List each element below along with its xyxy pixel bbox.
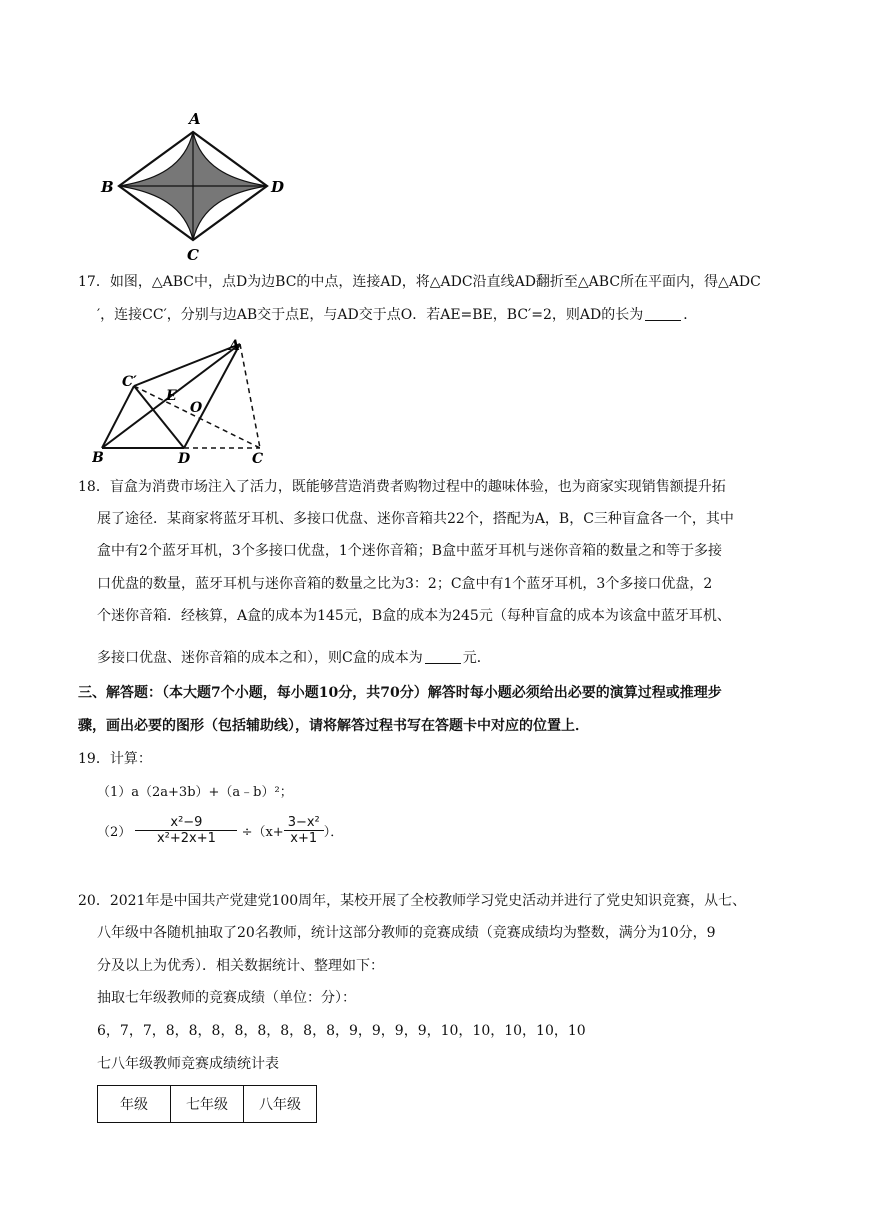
answer-blank-18 (425, 649, 461, 664)
q17-line2: ′，连接CC′，分别与边AB交于点E，与AD交于点O．若AE=BE，BC′=2，则AD的长为 ． (97, 307, 698, 323)
segment-ad (184, 344, 240, 448)
table-header-cell: 年级 (98, 1086, 171, 1123)
fraction-2: $\frac{\text{3−x²}}{x+1}$ (284, 815, 324, 846)
answer-blank-17 (645, 306, 681, 321)
q20-scores: 6，7，7，8，8，8，8，8，8，8，8，9，9，9，9，10，10，10，10，10 (97, 1023, 586, 1039)
label-a: A (229, 338, 240, 354)
label-c: C (187, 246, 199, 264)
label-b: B (101, 178, 114, 196)
q20-line2: 八年级中各随机抽取了20名教师，统计这部分教师的竞赛成绩（竞赛成绩均为整数，满分为10分，9 (97, 925, 716, 941)
segment-ac-prime (134, 344, 240, 386)
section3-heading-line2: 骤，画出必要的图形（包括辅助线），请将解答过程书写在答题卡中对应的位置上． (78, 718, 589, 734)
q18-line2: 展了途径．某商家将蓝牙耳机、多接口优盘、迷你音箱共22个，搭配为A，B，C三种盲盒各一个，其中 (97, 511, 734, 527)
q20-table-caption: 七八年级教师竞赛成绩统计表 (97, 1056, 279, 1072)
q19-title: 19．计算： (78, 751, 152, 767)
q20-line4: 抽取七年级教师的竞赛成绩（单位：分）： (97, 990, 356, 1006)
stats-table (97, 1085, 317, 1123)
table-header-cell: 八年级 (244, 1086, 317, 1123)
label-o: O (190, 400, 203, 416)
label-d: D (178, 451, 191, 466)
q18-line3: 盒中有2个蓝牙耳机，3个多接口优盘，1个迷你音箱；B盒中蓝牙耳机与迷你音箱的数量之和等于多接 (97, 543, 723, 559)
q20-line3: 分及以上为优秀）．相关数据统计、整理如下： (97, 958, 384, 974)
q18-line1: 18．盲盒为消费市场注入了活力，既能够营造消费者购物过程中的趣味体验，也为商家实现销售额提升拓 (78, 479, 726, 495)
label-a: A (189, 110, 201, 128)
rhombus-figure (95, 108, 295, 268)
table-header-cell: 七年级 (171, 1086, 244, 1123)
label-c: C (252, 451, 264, 466)
segment-ac (240, 344, 260, 448)
triangle-fold-figure (92, 336, 282, 466)
q18-line5: 个迷你音箱．经核算，A盒的成本为145元，B盒的成本为245元（每种盲盒的成本为该盒中蓝牙耳机、 (97, 608, 731, 624)
label-d: D (271, 178, 285, 196)
q19-part2: （2） $\frac{\text{x²−9}}{\text{x²+2x+1}}$ ÷（x+ $\frac{\text{3−x²}}{x+1}$ ）． (97, 815, 344, 846)
table-row (98, 1086, 317, 1123)
q18-line4: 口优盘的数量，蓝牙耳机与迷你音箱的数量之比为3：2；C盒中有1个蓝牙耳机，3个多接口优盘，2 (97, 576, 713, 592)
q17-line1: 17．如图，△ABC中，点D为边BC的中点，连接AD，将△ADC沿直线AD翻折至△ABC所在平面内，得△ADC (78, 274, 761, 290)
label-b: B (92, 450, 104, 466)
q19-part1: （1）a（2a+3b）+（a﹣b）²； (97, 785, 293, 800)
section3-heading-line1: 三、解答题：（本大题7个小题，每小题10分，共70分）解答时每小题必须给出必要的演算过程或推理步 (78, 685, 722, 701)
label-e: E (166, 388, 177, 404)
q18-line6: 多接口优盘、迷你音箱的成本之和），则C盒的成本为 元． (97, 650, 491, 666)
segment-cc-prime (134, 386, 260, 448)
segment-c-prime-b (102, 386, 134, 448)
fraction-1: $\frac{\text{x²−9}}{\text{x²+2x+1}}$ (135, 815, 237, 846)
q20-line1: 20．2021年是中国共产党建党100周年，某校开展了全校教师学习党史活动并进行了党史知识竞赛，从七、 (78, 893, 747, 909)
label-c-prime: C′ (122, 374, 137, 390)
